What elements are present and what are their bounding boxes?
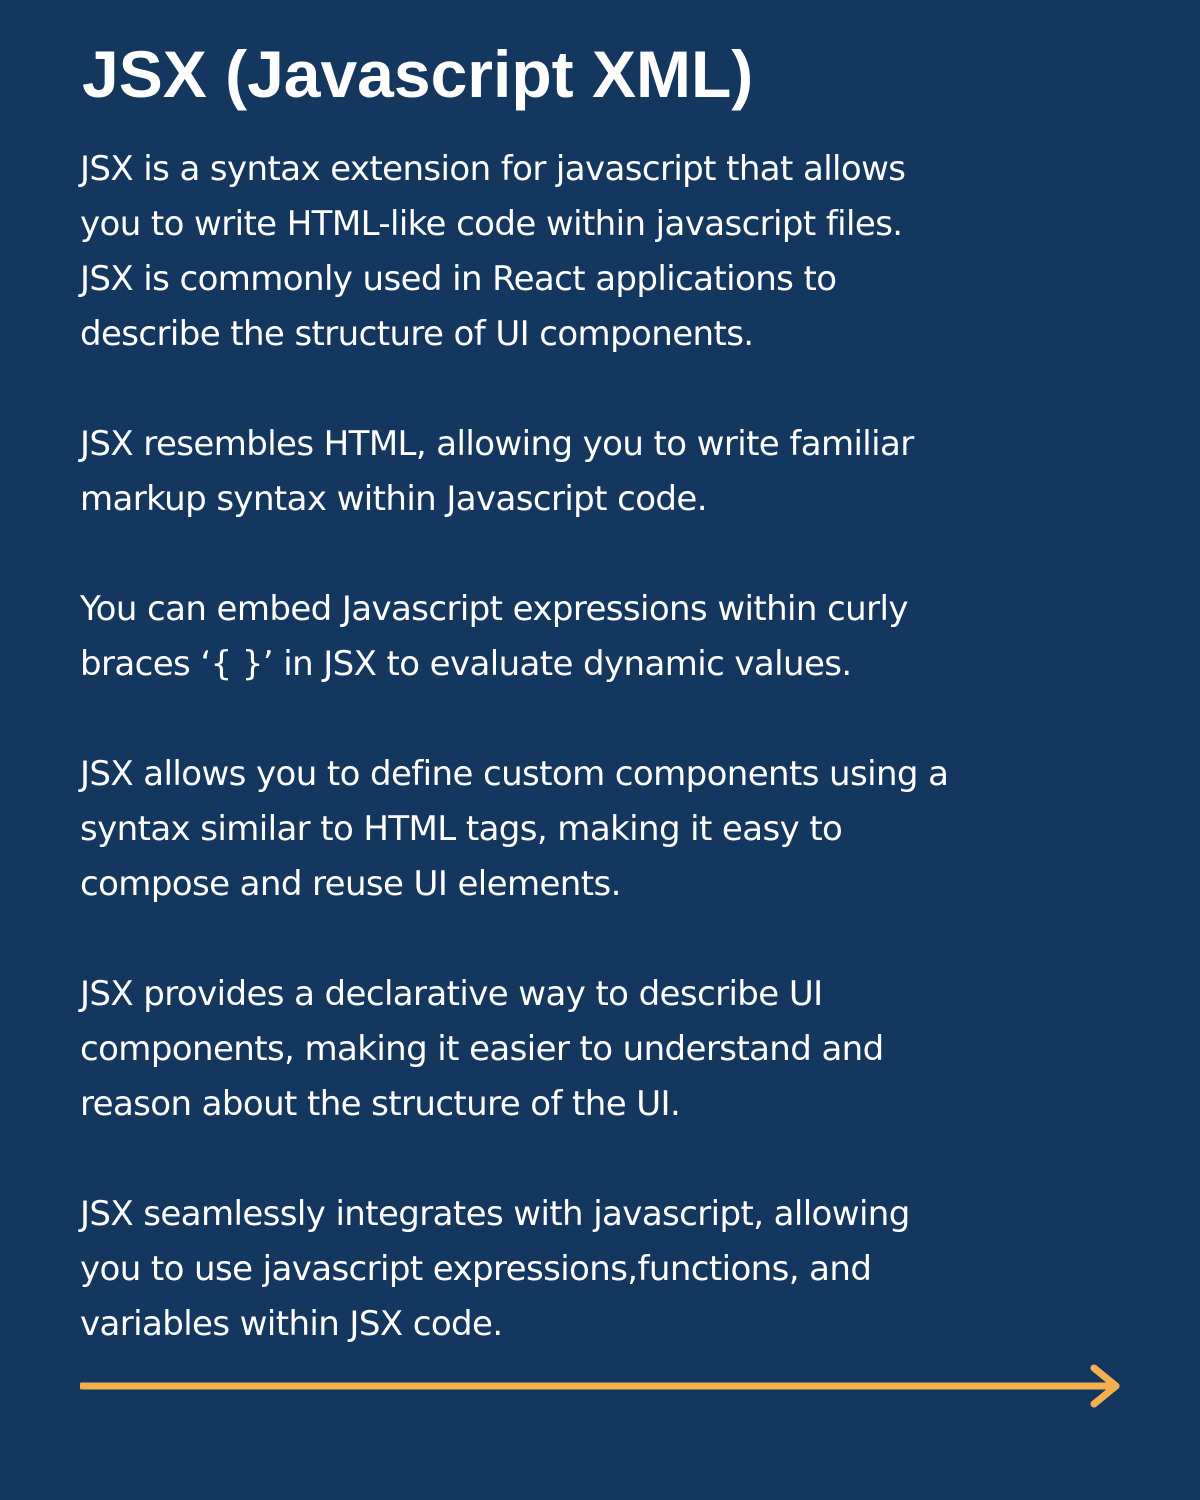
page-title: JSX (Javascript XML) — [82, 37, 754, 111]
arrow-right-icon — [80, 1364, 1124, 1408]
paragraph-intro: JSX is a syntax extension for javascript that allows you to write HTML-like code within javascript files. JSX is commonly used in React applications to describe the structure of UI components. — [80, 149, 906, 354]
paragraph-embed-expressions: You can embed Javascript expressions within curly braces ‘{ }’ in JSX to evaluate dynamic values. — [80, 589, 908, 684]
paragraph-declarative: JSX provides a declarative way to describe UI components, making it easier to understand and reason about the structure of the UI. — [80, 974, 884, 1124]
paragraph-integration: JSX seamlessly integrates with javascript, allowing you to use javascript expressions,functions, and variables within JSX code. — [80, 1194, 910, 1344]
paragraph-custom-components: JSX allows you to define custom components using a syntax similar to HTML tags, making it easy to compose and reuse UI elements. — [80, 754, 949, 904]
paragraph-resembles-html: JSX resembles HTML, allowing you to write familiar markup syntax within Javascript code. — [80, 424, 914, 519]
